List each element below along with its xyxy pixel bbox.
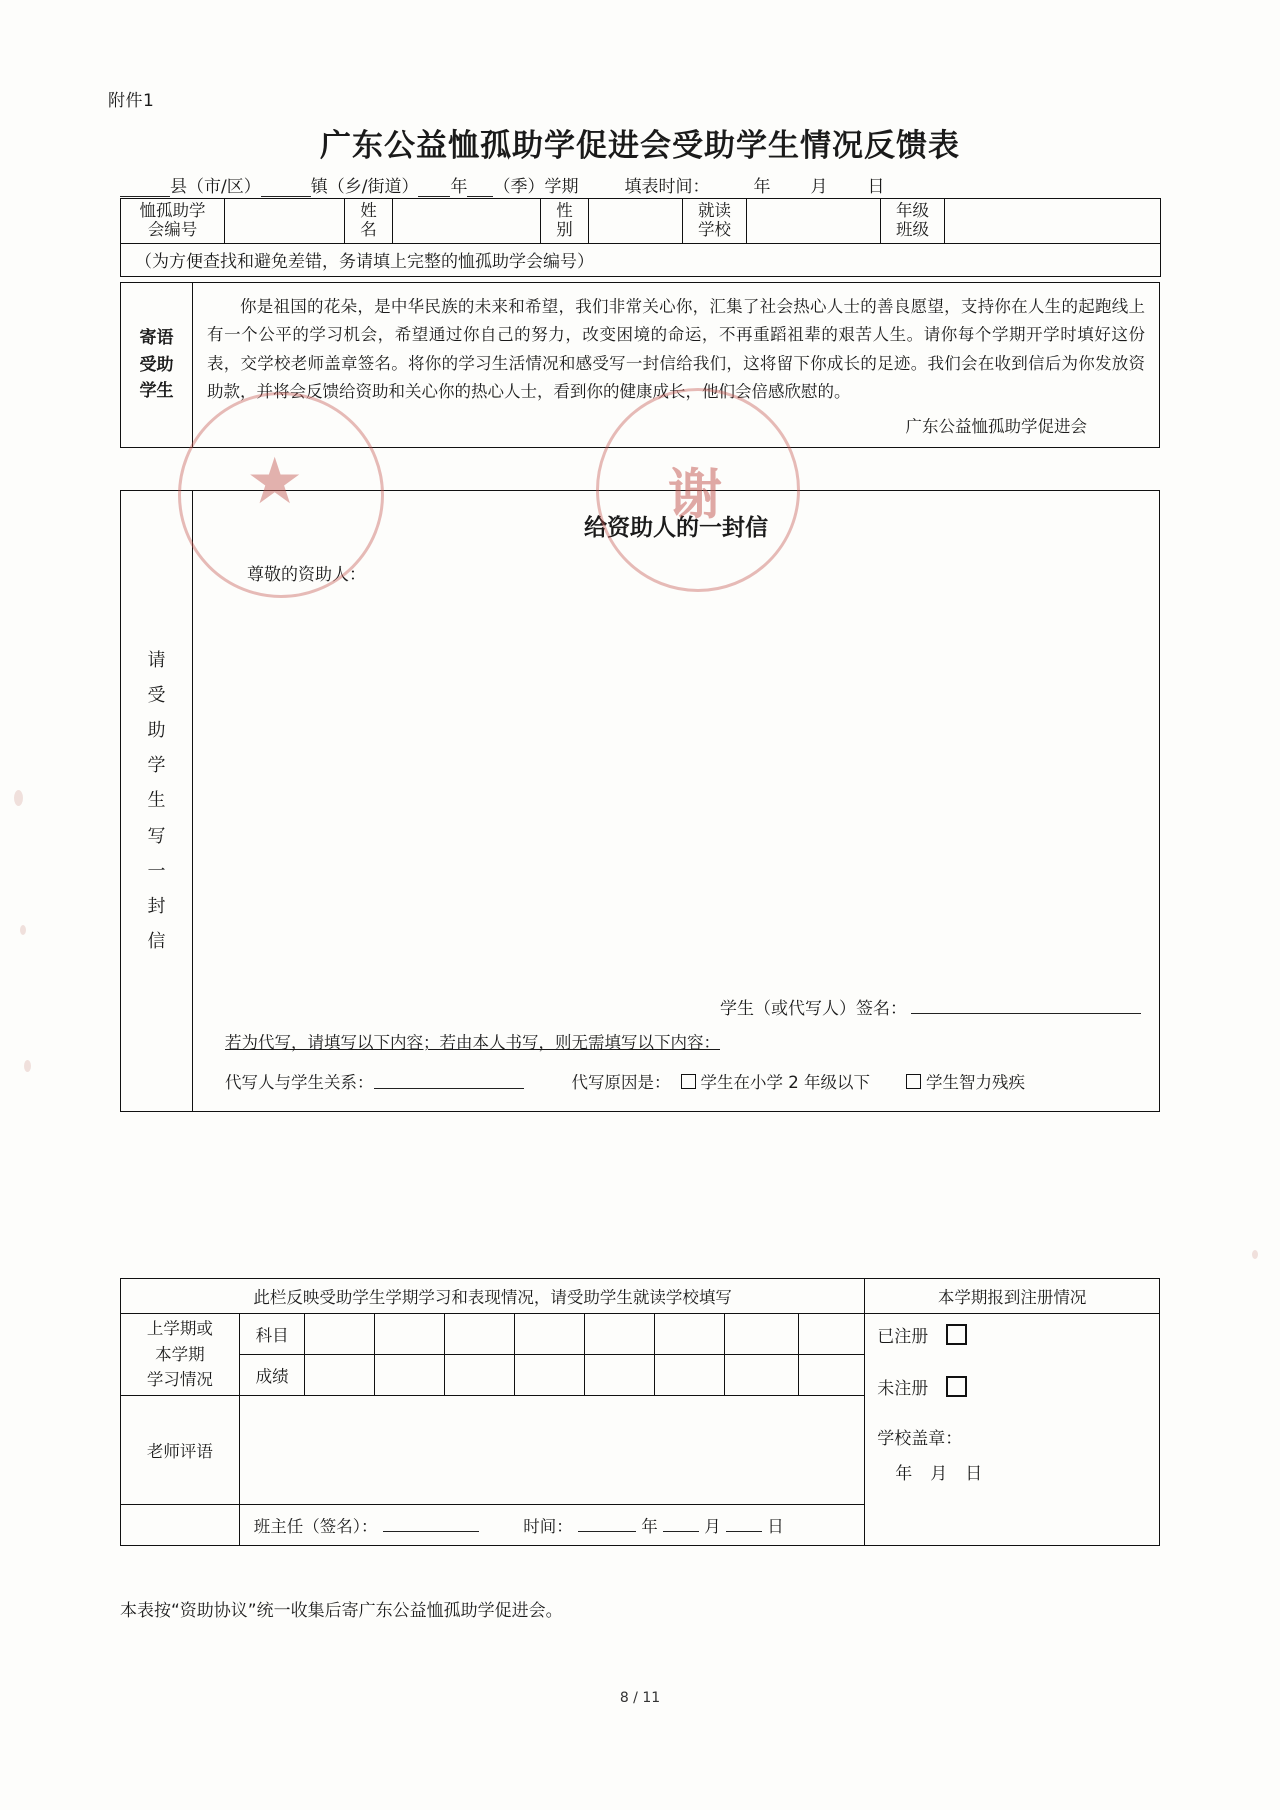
time-year-input[interactable]	[578, 1517, 636, 1532]
score-cell-extra[interactable]	[725, 1354, 799, 1395]
page-title: 广东公益恤孤助学促进会受助学生情况反馈表	[320, 128, 960, 164]
proxy-relation-label: 代写人与学生关系：	[225, 1073, 374, 1092]
letter-title: 给资助人的一封信	[584, 514, 768, 541]
fill-date-label: 填表时间：	[624, 177, 710, 197]
time-year-unit: 年	[641, 1516, 658, 1536]
scan-speckle	[1252, 1250, 1258, 1259]
subject-cell[interactable]	[305, 1314, 375, 1355]
footer-note: 本表按“资助协议”统一收集后寄广东公益恤孤助学促进会。	[120, 1601, 563, 1621]
unregistered-row	[877, 1376, 1147, 1402]
stamp-date-year: 年	[895, 1464, 931, 1485]
teacher-comment-value[interactable]	[239, 1395, 864, 1504]
scan-speckle	[24, 1060, 31, 1072]
field-gender[interactable]	[589, 199, 683, 244]
proxy-note: 若为代写，请填写以下内容；若由本人书写，则无需填写以下内容：	[225, 1033, 720, 1052]
year-unit: 年	[753, 177, 771, 197]
scan-speckle	[20, 925, 26, 935]
teacher-sign-spacer	[121, 1504, 240, 1545]
table-row	[121, 1279, 1160, 1314]
school-report-table	[120, 1278, 1160, 1546]
class-teacher-input[interactable]	[383, 1517, 479, 1532]
letter-salutation: 尊敬的资助人：	[247, 565, 366, 585]
proxy-row	[225, 1069, 1149, 1093]
seal-character: 谢	[668, 462, 722, 526]
stamp-date-month: 月	[930, 1464, 966, 1485]
field-org-no[interactable]	[225, 199, 345, 244]
proxy-reason-option-0: 学生在小学 2 年级以下	[700, 1073, 870, 1092]
report-header-right: 本学期报到注册情况	[865, 1279, 1160, 1314]
class-teacher-label: 班主任（签名）：	[253, 1516, 378, 1536]
header-fill-line	[120, 172, 1160, 197]
day-unit: 日	[867, 177, 885, 197]
teacher-comment-label: 老师评语	[121, 1395, 240, 1504]
score-cell[interactable]	[655, 1354, 725, 1395]
field-school[interactable]	[747, 199, 881, 244]
term-label: （季）学期	[493, 177, 579, 197]
unregistered-label: 未注册	[877, 1378, 929, 1399]
proxy-reason-label: 代写原因是：	[571, 1073, 671, 1092]
label-school: 就读 学校	[683, 199, 747, 244]
letter-signature-line	[193, 994, 1141, 1019]
score-label: 成绩	[239, 1354, 305, 1395]
school-stamp-label: 学校盖章：	[877, 1428, 963, 1449]
message-side-label: 寄语 受助 学生	[121, 283, 193, 448]
time-month-input[interactable]	[663, 1517, 699, 1532]
checkbox-under-grade2[interactable]	[681, 1074, 696, 1089]
label-gender: 性 别	[541, 199, 589, 244]
scan-speckle	[14, 790, 23, 806]
attachment-label: 附件1	[108, 91, 155, 111]
score-cell-extra[interactable]	[799, 1354, 865, 1395]
letter-signature-label: 学生（或代写人）签名：	[720, 999, 907, 1019]
checkbox-intellectual-disability[interactable]	[906, 1074, 921, 1089]
score-cell[interactable]	[515, 1354, 585, 1395]
label-org-no: 恤孤助学 会编号	[121, 199, 225, 244]
subject-cell[interactable]	[445, 1314, 515, 1355]
town-label: 镇（乡/街道）	[310, 177, 419, 197]
table-row	[121, 1314, 1160, 1355]
score-cell[interactable]	[305, 1354, 375, 1395]
time-month-unit: 月	[704, 1516, 721, 1536]
page-number: 8 / 11	[619, 1690, 661, 1706]
class-teacher-sign-row	[239, 1504, 864, 1545]
score-cell[interactable]	[375, 1354, 445, 1395]
letter-table	[120, 490, 1160, 1112]
subject-cell[interactable]	[375, 1314, 445, 1355]
student-info-table	[120, 198, 1161, 277]
table-row	[121, 199, 1161, 244]
subject-cell[interactable]	[515, 1314, 585, 1355]
time-day-input[interactable]	[726, 1517, 762, 1532]
message-paragraph: 你是祖国的花朵，是中华民族的未来和希望，我们非常关心你，汇集了社会热心人士的善良愿望，支持你在人生的起跑线上有一个公平的学习机会，希望通过你自己的努力，改变困境的命运，不再重蹈祖辈的艰苦人生。请你每个学期开学时填好这份表，交学校老师盖章签名。将你的学习生活情况和感受写一封信给我们，这将留下你成长的足迹。我们会在收到信后为你发放资助款，并将会反馈给资助和关心你的热心人士，看到你的健康成长，他们会倍感欣慰的。	[207, 297, 1145, 402]
subject-label: 科目	[239, 1314, 305, 1355]
field-grade-class[interactable]	[945, 199, 1161, 244]
checkbox-unregistered[interactable]	[946, 1376, 967, 1397]
message-signature: 广东公益恤孤助学促进会	[905, 416, 1087, 436]
subject-cell[interactable]	[655, 1314, 725, 1355]
registration-cell	[865, 1314, 1160, 1546]
subject-cell-extra[interactable]	[799, 1314, 865, 1355]
stamp-date-day: 日	[965, 1464, 1001, 1485]
message-body	[193, 283, 1160, 448]
checkbox-registered[interactable]	[946, 1324, 967, 1345]
letter-side-label: 请 受 助 学 生 写 一 封 信	[121, 491, 193, 1112]
seal-star-icon: ★	[246, 445, 304, 519]
county-label: 县（市/区）	[170, 177, 261, 197]
registered-label: 已注册	[877, 1327, 929, 1347]
time-label: 时间：	[523, 1516, 573, 1536]
score-cell[interactable]	[445, 1354, 515, 1395]
label-name: 姓 名	[345, 199, 393, 244]
letter-body-cell[interactable]	[193, 491, 1160, 1112]
stamp-date-line	[877, 1463, 1147, 1487]
table-row	[121, 491, 1160, 1112]
label-grade-class: 年级 班级	[881, 199, 945, 244]
study-label: 上学期或 本学期 学习情况	[121, 1314, 240, 1396]
year-label: 年	[450, 177, 468, 197]
message-table	[120, 282, 1160, 448]
subject-cell[interactable]	[585, 1314, 655, 1355]
table-row	[121, 283, 1160, 448]
field-name[interactable]	[393, 199, 541, 244]
score-cell[interactable]	[585, 1354, 655, 1395]
signature-rule[interactable]	[911, 999, 1141, 1014]
table-row	[121, 243, 1161, 276]
proxy-reason-option-1: 学生智力残疾	[926, 1073, 1025, 1092]
proxy-relation-input[interactable]	[374, 1074, 524, 1089]
info-note: （为方便查找和避免差错，务请填上完整的恤孤助学会编号）	[121, 243, 1161, 276]
time-day-unit: 日	[767, 1516, 784, 1536]
report-header-left: 此栏反映受助学生学期学习和表现情况，请受助学生就读学校填写	[121, 1279, 865, 1314]
subject-cell-extra[interactable]	[725, 1314, 799, 1355]
month-unit: 月	[810, 177, 828, 197]
registered-row	[877, 1324, 1147, 1350]
